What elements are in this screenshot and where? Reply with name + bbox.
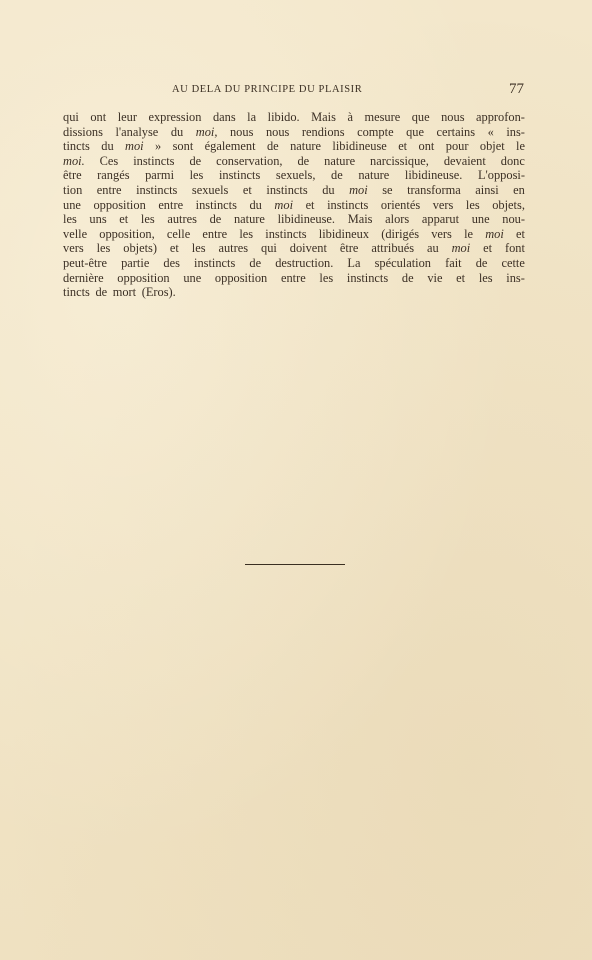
word: entre bbox=[202, 226, 228, 241]
word: (Eros). bbox=[141, 285, 176, 300]
word: compte bbox=[357, 124, 394, 139]
word: conservation, bbox=[216, 153, 283, 168]
word: mort bbox=[112, 285, 137, 300]
word: de bbox=[331, 168, 343, 183]
body-paragraph bbox=[63, 110, 525, 300]
word: tion bbox=[63, 182, 83, 197]
word: les bbox=[319, 270, 334, 285]
text-line bbox=[63, 241, 525, 256]
text-line bbox=[63, 168, 525, 183]
word: se bbox=[382, 182, 393, 197]
word: et bbox=[119, 212, 129, 227]
word: (dirigés bbox=[381, 226, 420, 241]
word: dernière bbox=[63, 270, 104, 285]
word: ont bbox=[418, 139, 435, 154]
word: devaient bbox=[443, 153, 486, 168]
word: uns bbox=[89, 212, 107, 227]
word: expression bbox=[148, 110, 202, 124]
word: de bbox=[401, 270, 414, 285]
word: libidineuse bbox=[332, 139, 387, 154]
word: certains bbox=[436, 124, 476, 139]
word: de bbox=[209, 212, 222, 227]
word: destruction. bbox=[275, 255, 334, 270]
word: en bbox=[513, 182, 525, 197]
text-line bbox=[63, 256, 525, 271]
word: opposition bbox=[214, 270, 268, 285]
word: libidineuse. bbox=[404, 168, 463, 183]
word: opposition bbox=[117, 270, 170, 285]
word: ins- bbox=[506, 124, 525, 139]
word: à bbox=[347, 110, 353, 124]
word: partie bbox=[121, 255, 150, 270]
word: fait bbox=[445, 255, 462, 270]
word: une bbox=[183, 270, 202, 285]
italic-word: moi bbox=[349, 182, 368, 197]
word: objet bbox=[479, 139, 505, 154]
word: nature bbox=[358, 168, 390, 183]
text-line bbox=[63, 227, 525, 242]
word: l'analyse bbox=[115, 124, 159, 139]
word: qui bbox=[261, 241, 277, 256]
word: et bbox=[483, 241, 493, 256]
word: autres bbox=[167, 212, 197, 227]
word: une bbox=[471, 212, 490, 227]
text-line bbox=[63, 285, 525, 300]
text-line bbox=[63, 110, 525, 125]
italic-word: moi. bbox=[63, 153, 85, 168]
word: les bbox=[465, 197, 480, 212]
word: les bbox=[96, 241, 111, 256]
word: de bbox=[297, 153, 310, 168]
word: opposition bbox=[93, 197, 146, 212]
word: et bbox=[515, 226, 525, 241]
word: le bbox=[516, 139, 525, 154]
word: rendions bbox=[301, 124, 345, 139]
word: pour bbox=[445, 139, 469, 154]
word: approfon- bbox=[476, 110, 525, 124]
word: apparut bbox=[421, 212, 460, 227]
text-line bbox=[63, 183, 525, 198]
word: tincts bbox=[63, 139, 90, 154]
word: du bbox=[101, 139, 114, 154]
word: instincts bbox=[218, 168, 261, 183]
word: transforma bbox=[407, 182, 461, 197]
word: de bbox=[475, 255, 488, 270]
word: de bbox=[249, 255, 262, 270]
word: rangés bbox=[97, 168, 130, 183]
italic-word: moi bbox=[274, 197, 294, 212]
word: sont bbox=[172, 139, 194, 154]
word: « bbox=[487, 124, 494, 139]
word: que bbox=[411, 110, 430, 124]
word: ont bbox=[90, 110, 107, 124]
word: du bbox=[170, 124, 184, 139]
word: tincts bbox=[63, 285, 90, 300]
word: doivent bbox=[289, 241, 327, 256]
word: instincts bbox=[136, 182, 178, 197]
word: donc bbox=[500, 153, 525, 168]
word: la bbox=[247, 110, 257, 124]
italic-word: moi bbox=[125, 139, 144, 154]
word: opposition, bbox=[99, 226, 155, 241]
word: qui bbox=[63, 110, 79, 124]
word: orientés bbox=[380, 197, 421, 212]
word: dissions bbox=[63, 124, 103, 139]
page-number: 77 bbox=[509, 81, 524, 97]
word: les bbox=[189, 168, 204, 183]
word: L'opposi- bbox=[477, 168, 525, 183]
word: de bbox=[266, 139, 279, 154]
word: nous bbox=[229, 124, 254, 139]
word: attribués bbox=[371, 241, 415, 256]
word: des bbox=[163, 255, 180, 270]
text-line bbox=[63, 139, 525, 154]
word: ins- bbox=[506, 270, 525, 285]
word: de bbox=[189, 153, 202, 168]
word: les bbox=[478, 270, 493, 285]
word: velle bbox=[63, 226, 88, 241]
section-divider-rule bbox=[245, 564, 345, 565]
word: nature bbox=[290, 139, 322, 154]
word: vers bbox=[431, 226, 452, 241]
word: une bbox=[63, 197, 81, 212]
word: » bbox=[155, 139, 162, 154]
text-line bbox=[63, 198, 525, 213]
word: La bbox=[347, 255, 361, 270]
word: nou- bbox=[502, 212, 525, 227]
word: entre bbox=[280, 270, 306, 285]
word: et bbox=[242, 182, 252, 197]
word: objets) bbox=[123, 241, 157, 256]
text-line bbox=[63, 271, 525, 286]
word: et bbox=[169, 241, 179, 256]
word: instincts bbox=[133, 153, 175, 168]
word: instincts bbox=[265, 226, 307, 241]
word: instincts bbox=[346, 270, 389, 285]
word: Ces bbox=[99, 153, 119, 168]
running-title: AU DELA DU PRINCIPE DU PLAISIR bbox=[172, 84, 363, 95]
word: cette bbox=[501, 255, 525, 270]
word: également bbox=[204, 139, 256, 154]
word: instincts bbox=[266, 182, 308, 197]
word: les bbox=[140, 212, 155, 227]
word: nature bbox=[324, 153, 356, 168]
word: libidineuse. bbox=[277, 212, 336, 227]
word: vie bbox=[427, 270, 443, 285]
word: instincts bbox=[195, 197, 237, 212]
word: du bbox=[322, 182, 335, 197]
word: nous bbox=[441, 110, 465, 124]
text-line bbox=[63, 154, 525, 169]
word: mesure bbox=[364, 110, 401, 124]
word: narcissique, bbox=[370, 153, 429, 168]
word: au bbox=[426, 241, 439, 256]
word: vers bbox=[432, 197, 454, 212]
word: les bbox=[191, 241, 206, 256]
word: leur bbox=[117, 110, 137, 124]
word: alors bbox=[385, 212, 410, 227]
word: instincts bbox=[327, 197, 369, 212]
text-line bbox=[63, 212, 525, 227]
word: font bbox=[504, 241, 525, 256]
word: et bbox=[398, 139, 408, 154]
word: parmi bbox=[145, 168, 175, 183]
word: être bbox=[63, 168, 82, 183]
word: sexuels, bbox=[275, 168, 316, 183]
word: le bbox=[464, 226, 474, 241]
word: nous bbox=[265, 124, 290, 139]
word: être bbox=[339, 241, 359, 256]
word: spéculation bbox=[374, 255, 432, 270]
word: libidineux bbox=[318, 226, 370, 241]
word: Mais bbox=[311, 110, 336, 124]
word: de bbox=[95, 285, 108, 300]
word: les bbox=[63, 212, 77, 227]
word: celle bbox=[166, 226, 191, 241]
word: dans bbox=[212, 110, 236, 124]
word: peut-être bbox=[63, 255, 108, 270]
word: entre bbox=[158, 197, 184, 212]
word: ainsi bbox=[475, 182, 499, 197]
word: sexuels bbox=[191, 182, 229, 197]
italic-word: moi, bbox=[195, 124, 218, 139]
word: du bbox=[249, 197, 262, 212]
word: instincts bbox=[194, 255, 236, 270]
word: objets, bbox=[492, 197, 525, 212]
word: nature bbox=[233, 212, 265, 227]
word: entre bbox=[96, 182, 122, 197]
word: et bbox=[456, 270, 466, 285]
word: vers bbox=[63, 241, 84, 256]
word: libido. bbox=[267, 110, 300, 124]
page-header bbox=[172, 82, 524, 100]
word: et bbox=[305, 197, 315, 212]
word: Mais bbox=[347, 212, 373, 227]
text-line bbox=[63, 125, 525, 140]
italic-word: moi bbox=[485, 226, 504, 241]
italic-word: moi bbox=[451, 241, 471, 256]
word: les bbox=[239, 226, 254, 241]
word: que bbox=[406, 124, 424, 139]
word: autres bbox=[218, 241, 249, 256]
